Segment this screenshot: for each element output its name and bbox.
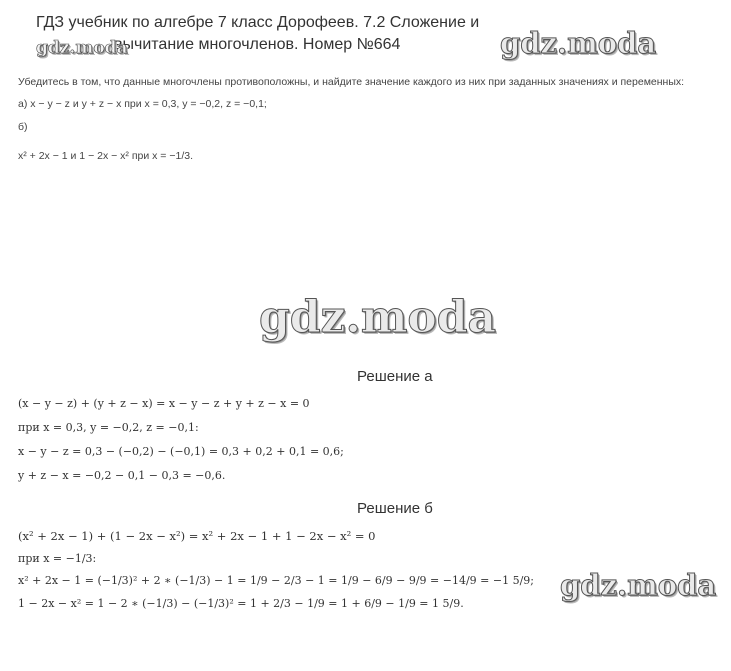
- solution-a-line-2: при x = 0,3, y = −0,2, z = −0,1:: [18, 421, 199, 434]
- task-part-b: x² + 2x − 1 и 1 − 2x − x² при x = −1/3.: [18, 150, 194, 162]
- task-intro: Убедитесь в том, что данные многочлены противоположны, и найдите значение каждого из них при заданных значениях и переменных:: [18, 76, 685, 88]
- solution-a-line-1: (x − y − z) + (y + z − x) = x − y − z + y + z − x = 0: [18, 397, 310, 410]
- page-title-line-2: вычитание многочленов. Номер №664: [114, 36, 401, 53]
- task-part-b-label: б): [18, 121, 28, 133]
- solution-b-line-4: 1 − 2x − x² = 1 − 2 ∗ (−1/3) − (−1/3)² = 1 + 2/3 − 1/9 = 1 + 6/9 − 1/9 = 1 5/9.: [18, 597, 464, 610]
- watermark-logo-center: gdz.moda: [259, 292, 497, 343]
- task-part-a: а) x − y − z и y + z − x при x = 0,3, y = −0,2, z = −0,1;: [18, 98, 267, 110]
- solution-a-heading: Решение а: [357, 368, 433, 385]
- watermark-logo-small: gdz.moda: [36, 38, 128, 58]
- solution-b-line-2: при x = −1/3:: [18, 552, 97, 565]
- watermark-logo-bottom: gdz.moda: [560, 568, 717, 602]
- watermark-logo-top: gdz.moda: [500, 26, 657, 60]
- solution-b-line-1: (x² + 2x − 1) + (1 − 2x − x²) = x² + 2x − 1 + 1 − 2x − x² = 0: [18, 529, 376, 543]
- page-title-line-1: ГДЗ учебник по алгебре 7 класс Дорофеев. 7.2 Сложение и: [36, 14, 480, 31]
- solution-a-line-3: x − y − z = 0,3 − (−0,2) − (−0,1) = 0,3 + 0,2 + 0,1 = 0,6;: [18, 445, 344, 458]
- solution-b-heading: Решение б: [357, 500, 433, 517]
- solution-a-line-4: y + z − x = −0,2 − 0,1 − 0,3 = −0,6.: [18, 469, 226, 482]
- solution-b-line-3: x² + 2x − 1 = (−1/3)² + 2 ∗ (−1/3) − 1 = 1/9 − 2/3 − 1 = 1/9 − 6/9 − 9/9 = −14/9 = −1 5/9;: [18, 574, 534, 587]
